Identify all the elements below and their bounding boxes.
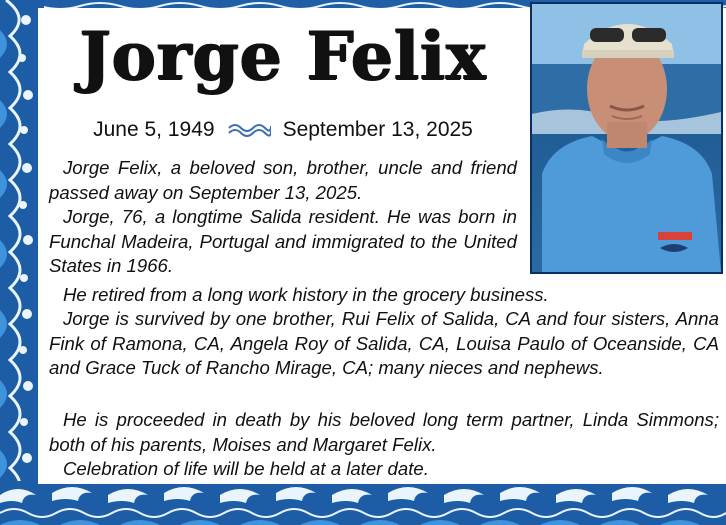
obituary-paragraph-2: Jorge, 76, a longtime Salida resident. He was born in Funchal Madeira, Portugal and immigrated to the United States in 1966. (49, 206, 517, 277)
obituary-paragraph-4: Jorge is survived by one brother, Rui Felix of Salida, CA and four sisters, Anna Fink of Ramona, CA, Angela Roy of Salida, CA, Louisa Paulo of Oceanside, CA and Grace Tuck of Rancho Mirage, CA; many nieces and nephews. (49, 308, 719, 379)
obituary-paragraph-3: He retired from a long work history in the grocery business. (63, 284, 549, 305)
wave-icon (227, 122, 271, 138)
portrait-photo (530, 2, 723, 274)
bottom-border-waves (0, 481, 726, 525)
birth-date: June 5, 1949 (93, 118, 215, 141)
deceased-name: Jorge Felix (79, 17, 487, 95)
obituary-paragraph-5: He is proceeded in death by his beloved long term partner, Linda Simmons; both of his parents, Moises and Margaret Felix. (49, 409, 719, 455)
obituary-paragraph-1: Jorge Felix, a beloved son, brother, uncle and friend passed away on September 13, 2025. (49, 157, 517, 203)
life-dates (38, 114, 528, 146)
portrait-illustration (532, 4, 721, 272)
death-date: September 13, 2025 (282, 118, 473, 141)
obituary-paragraph-6: Celebration of life will be held at a later date. (63, 458, 429, 479)
